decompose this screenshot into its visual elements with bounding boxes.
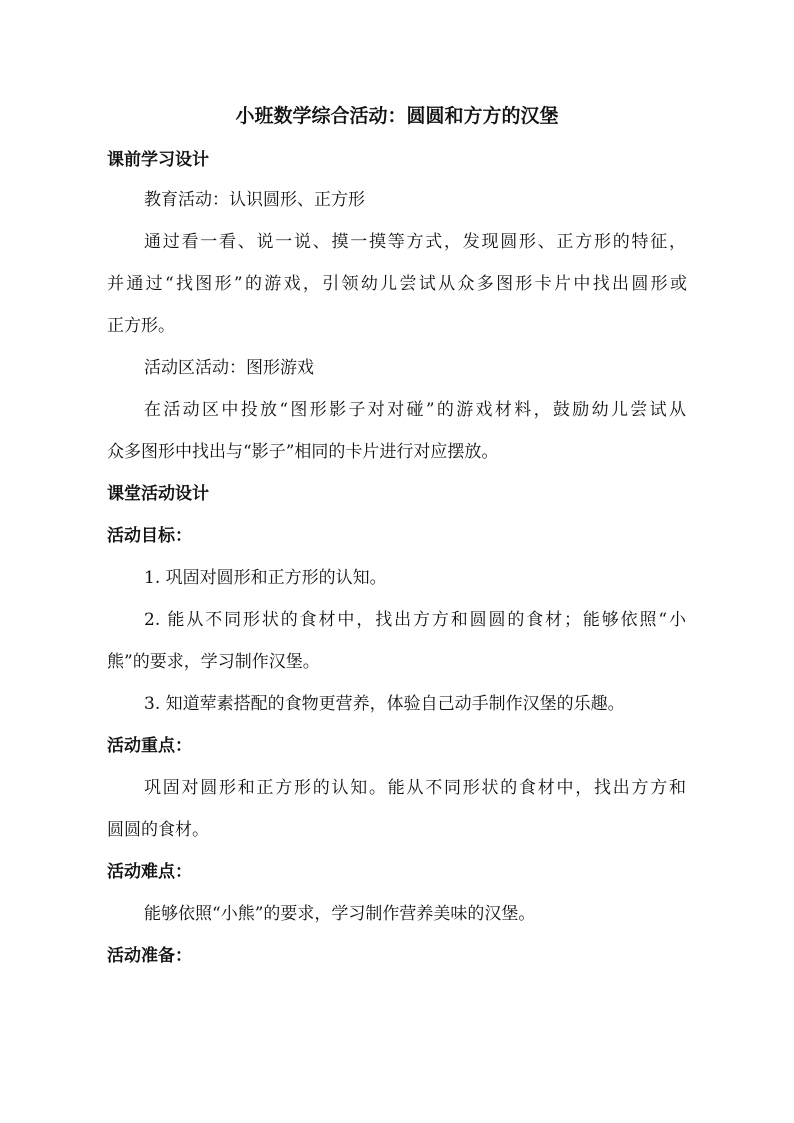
edu-desc-line-2: 并通过“找图形”的游戏，引领幼儿尝试从众多图形卡片中找出圆形或	[107, 274, 687, 294]
key-point-line-2: 圆圆的食材。	[107, 820, 209, 840]
area-desc-line-1: 在活动区中投放“图形影子对对碰”的游戏材料，鼓励幼儿尝试从	[144, 400, 686, 420]
difficulty-heading: 活动难点：	[107, 862, 192, 882]
difficulty-line: 能够依照“小熊”的要求，学习制作营养美味的汉堡。	[144, 904, 536, 924]
edu-desc-line-1: 通过看一看、说一说、摸一摸等方式，发现圆形、正方形的特征，	[144, 232, 686, 252]
preparation-heading: 活动准备：	[107, 946, 192, 966]
goals-heading: 活动目标：	[107, 526, 192, 546]
document-title: 小班数学综合活动：圆圆和方方的汉堡	[235, 105, 559, 127]
section-heading-pre-class: 课前学习设计	[107, 150, 209, 170]
edu-desc-line-3: 正方形。	[107, 316, 175, 336]
goal-item-3: 3. 知道荤素搭配的食物更营养，体验自己动手制作汉堡的乐趣。	[144, 694, 625, 714]
area-activity-line: 活动区活动：图形游戏	[144, 358, 314, 378]
key-point-heading: 活动重点：	[107, 736, 192, 756]
edu-activity-line: 教育活动：认识圆形、正方形	[144, 190, 365, 210]
goal-item-2-line-2: 熊”的要求，学习制作汉堡。	[107, 652, 320, 672]
key-point-line-1: 巩固对圆形和正方形的认知。能从不同形状的食材中，找出方方和	[144, 778, 686, 798]
goal-item-2-line-1: 2. 能从不同形状的食材中，找出方方和圆圆的食材；能够依照“小	[144, 610, 686, 630]
goal-item-1: 1. 巩固对圆形和正方形的认知。	[144, 568, 387, 588]
section-heading-in-class: 课堂活动设计	[107, 484, 209, 504]
area-desc-line-2: 众多图形中找出与“影子”相同的卡片进行对应摆放。	[107, 442, 499, 462]
